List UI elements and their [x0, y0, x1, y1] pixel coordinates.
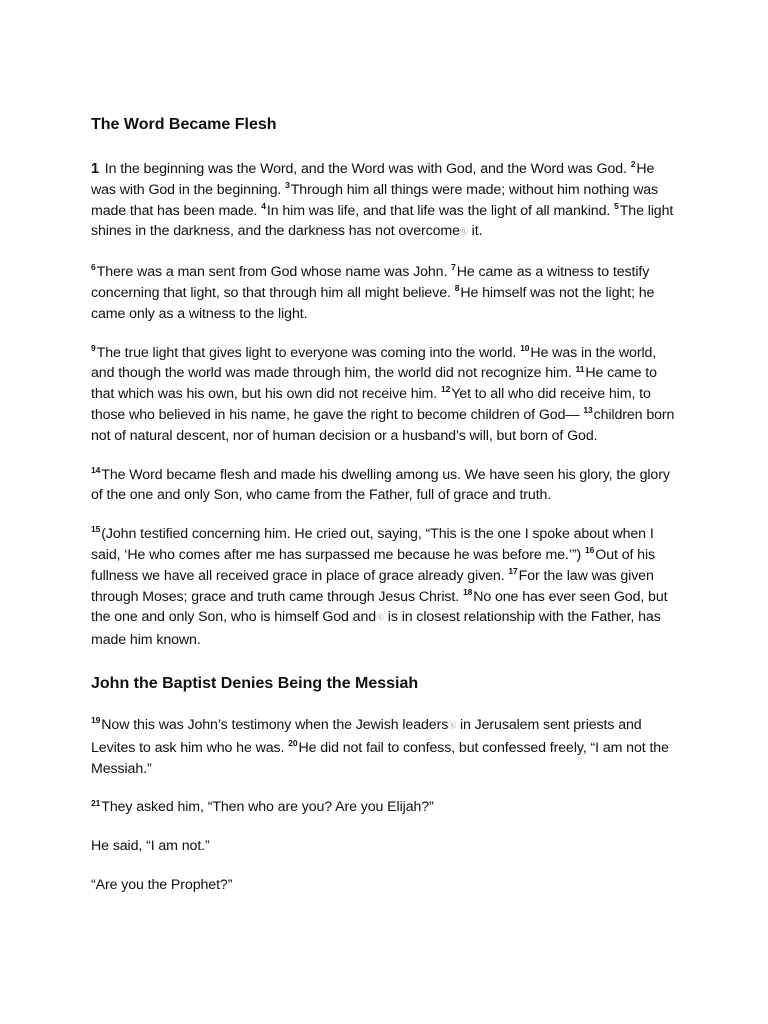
verse-number: 5 — [614, 200, 619, 211]
footnote-marker-icon[interactable]: ⓠ — [459, 227, 468, 237]
footnote-marker-icon[interactable]: ⓠ — [448, 720, 457, 730]
verse-number: 6 — [91, 262, 96, 273]
paragraph-dialogue — [91, 875, 678, 896]
verse-number: 7 — [451, 262, 456, 273]
verse-text: children born not of natural descent, nor of human decision or a husband’s will, but born of God. — [91, 406, 675, 444]
verse-text: For the law was given through Moses; grace and truth came through Jesus Christ. — [91, 567, 654, 605]
verse-text: He said, “I am not.” — [91, 838, 210, 855]
verse-text: Out of his fullness we have all received grace in place of grace already given. — [91, 546, 656, 584]
verse-text: No one has ever seen God, but the one and only Son, who is himself God and — [91, 588, 668, 626]
verse-text: The Word became flesh and made his dwelling among us. We have seen his glory, the glory of the one and only Son, who came from the Father, full of grace and truth. — [91, 466, 670, 504]
verse-number: 16 — [585, 545, 595, 556]
verse-number: 10 — [520, 342, 530, 353]
verse-text: He came as a witness to testify concerning that light, so that through him all might believe. — [91, 264, 650, 301]
verse-number: 3 — [285, 180, 290, 191]
verse-number: 2 — [630, 159, 636, 170]
verse-text: The true light that gives light to everyone was coming into the world. — [96, 344, 521, 361]
paragraph-verses-6-8 — [91, 262, 678, 324]
paragraph-verse-21 — [91, 797, 678, 818]
footnote-marker-icon[interactable]: ⓠ — [376, 613, 384, 623]
paragraph-verses-1-5 — [91, 159, 678, 244]
verse-text: In the beginning was the Word, and the Word was with God, and the Word was God. — [100, 161, 631, 177]
verse-text: (John testified concerning him. He cried out, saying, “This is the one I spoke about when I said, ‘He who comes after me has surpassed me because he was before me.’”) — [91, 526, 654, 563]
section-heading: John the Baptist Denies Being the Messiah — [91, 674, 419, 692]
verse-number: 19 — [91, 715, 101, 726]
paragraph-verses-9-13 — [91, 343, 678, 447]
verse-text: in Jerusalem sent priests and Levites to ask him who he was. — [91, 716, 642, 756]
chapter-number: 1 — [91, 161, 99, 177]
verse-text: He was in the world, and though the world was made through him, the world did not recognize him. — [91, 344, 657, 382]
verse-text: He was with God in the beginning. — [91, 161, 655, 198]
verse-text: Yet to all who did receive him, to those who believed in his name, he gave the right to become children of God— — [91, 386, 651, 423]
paragraph-verses-15-18 — [91, 524, 678, 651]
paragraph-verses-19-20 — [91, 715, 678, 779]
paragraph-dialogue — [91, 836, 678, 857]
verse-text: Through him all things were made; without him nothing was made that has been made. — [91, 181, 659, 219]
verse-text: The light shines in the darkness, and the darkness has not overcome — [91, 202, 674, 240]
verse-text: There was a man sent from God whose name was John. — [96, 264, 452, 281]
verse-number: 20 — [288, 738, 298, 748]
verse-text: “Are you the Prophet?” — [91, 876, 233, 893]
section-heading: The Word Became Flesh — [91, 116, 277, 133]
verse-text: is in closest relationship with the Father, has made him known. — [91, 609, 661, 649]
verse-text: They asked him, “Then who are you? Are you Elijah?” — [101, 799, 434, 816]
verse-number: 21 — [91, 797, 101, 808]
verse-number: 18 — [462, 586, 473, 597]
verse-number: 17 — [508, 566, 518, 577]
verse-number: 8 — [454, 283, 460, 294]
verse-number: 15 — [91, 524, 101, 535]
verse-text: it. — [467, 223, 483, 240]
verse-text: He himself was not the light; he came only as a witness to the light. — [91, 284, 655, 322]
verse-text: In him was life, and that life was the light of all mankind. — [266, 202, 615, 219]
verse-number: 4 — [261, 200, 266, 211]
verse-text: He came to that which was his own, but his own did not receive him. — [91, 365, 657, 403]
verse-number: 11 — [575, 363, 585, 374]
verse-text: He did not fail to confess, but confessed freely, “I am not the Messiah.” — [91, 739, 669, 777]
verse-number: 9 — [91, 342, 96, 353]
verse-text: Now this was John’s testimony when the Jewish leaders — [101, 716, 449, 733]
verse-number: 12 — [440, 384, 451, 395]
paragraph-verse-14 — [91, 465, 678, 507]
verse-number: 14 — [91, 464, 101, 475]
verse-number: 13 — [583, 405, 593, 416]
